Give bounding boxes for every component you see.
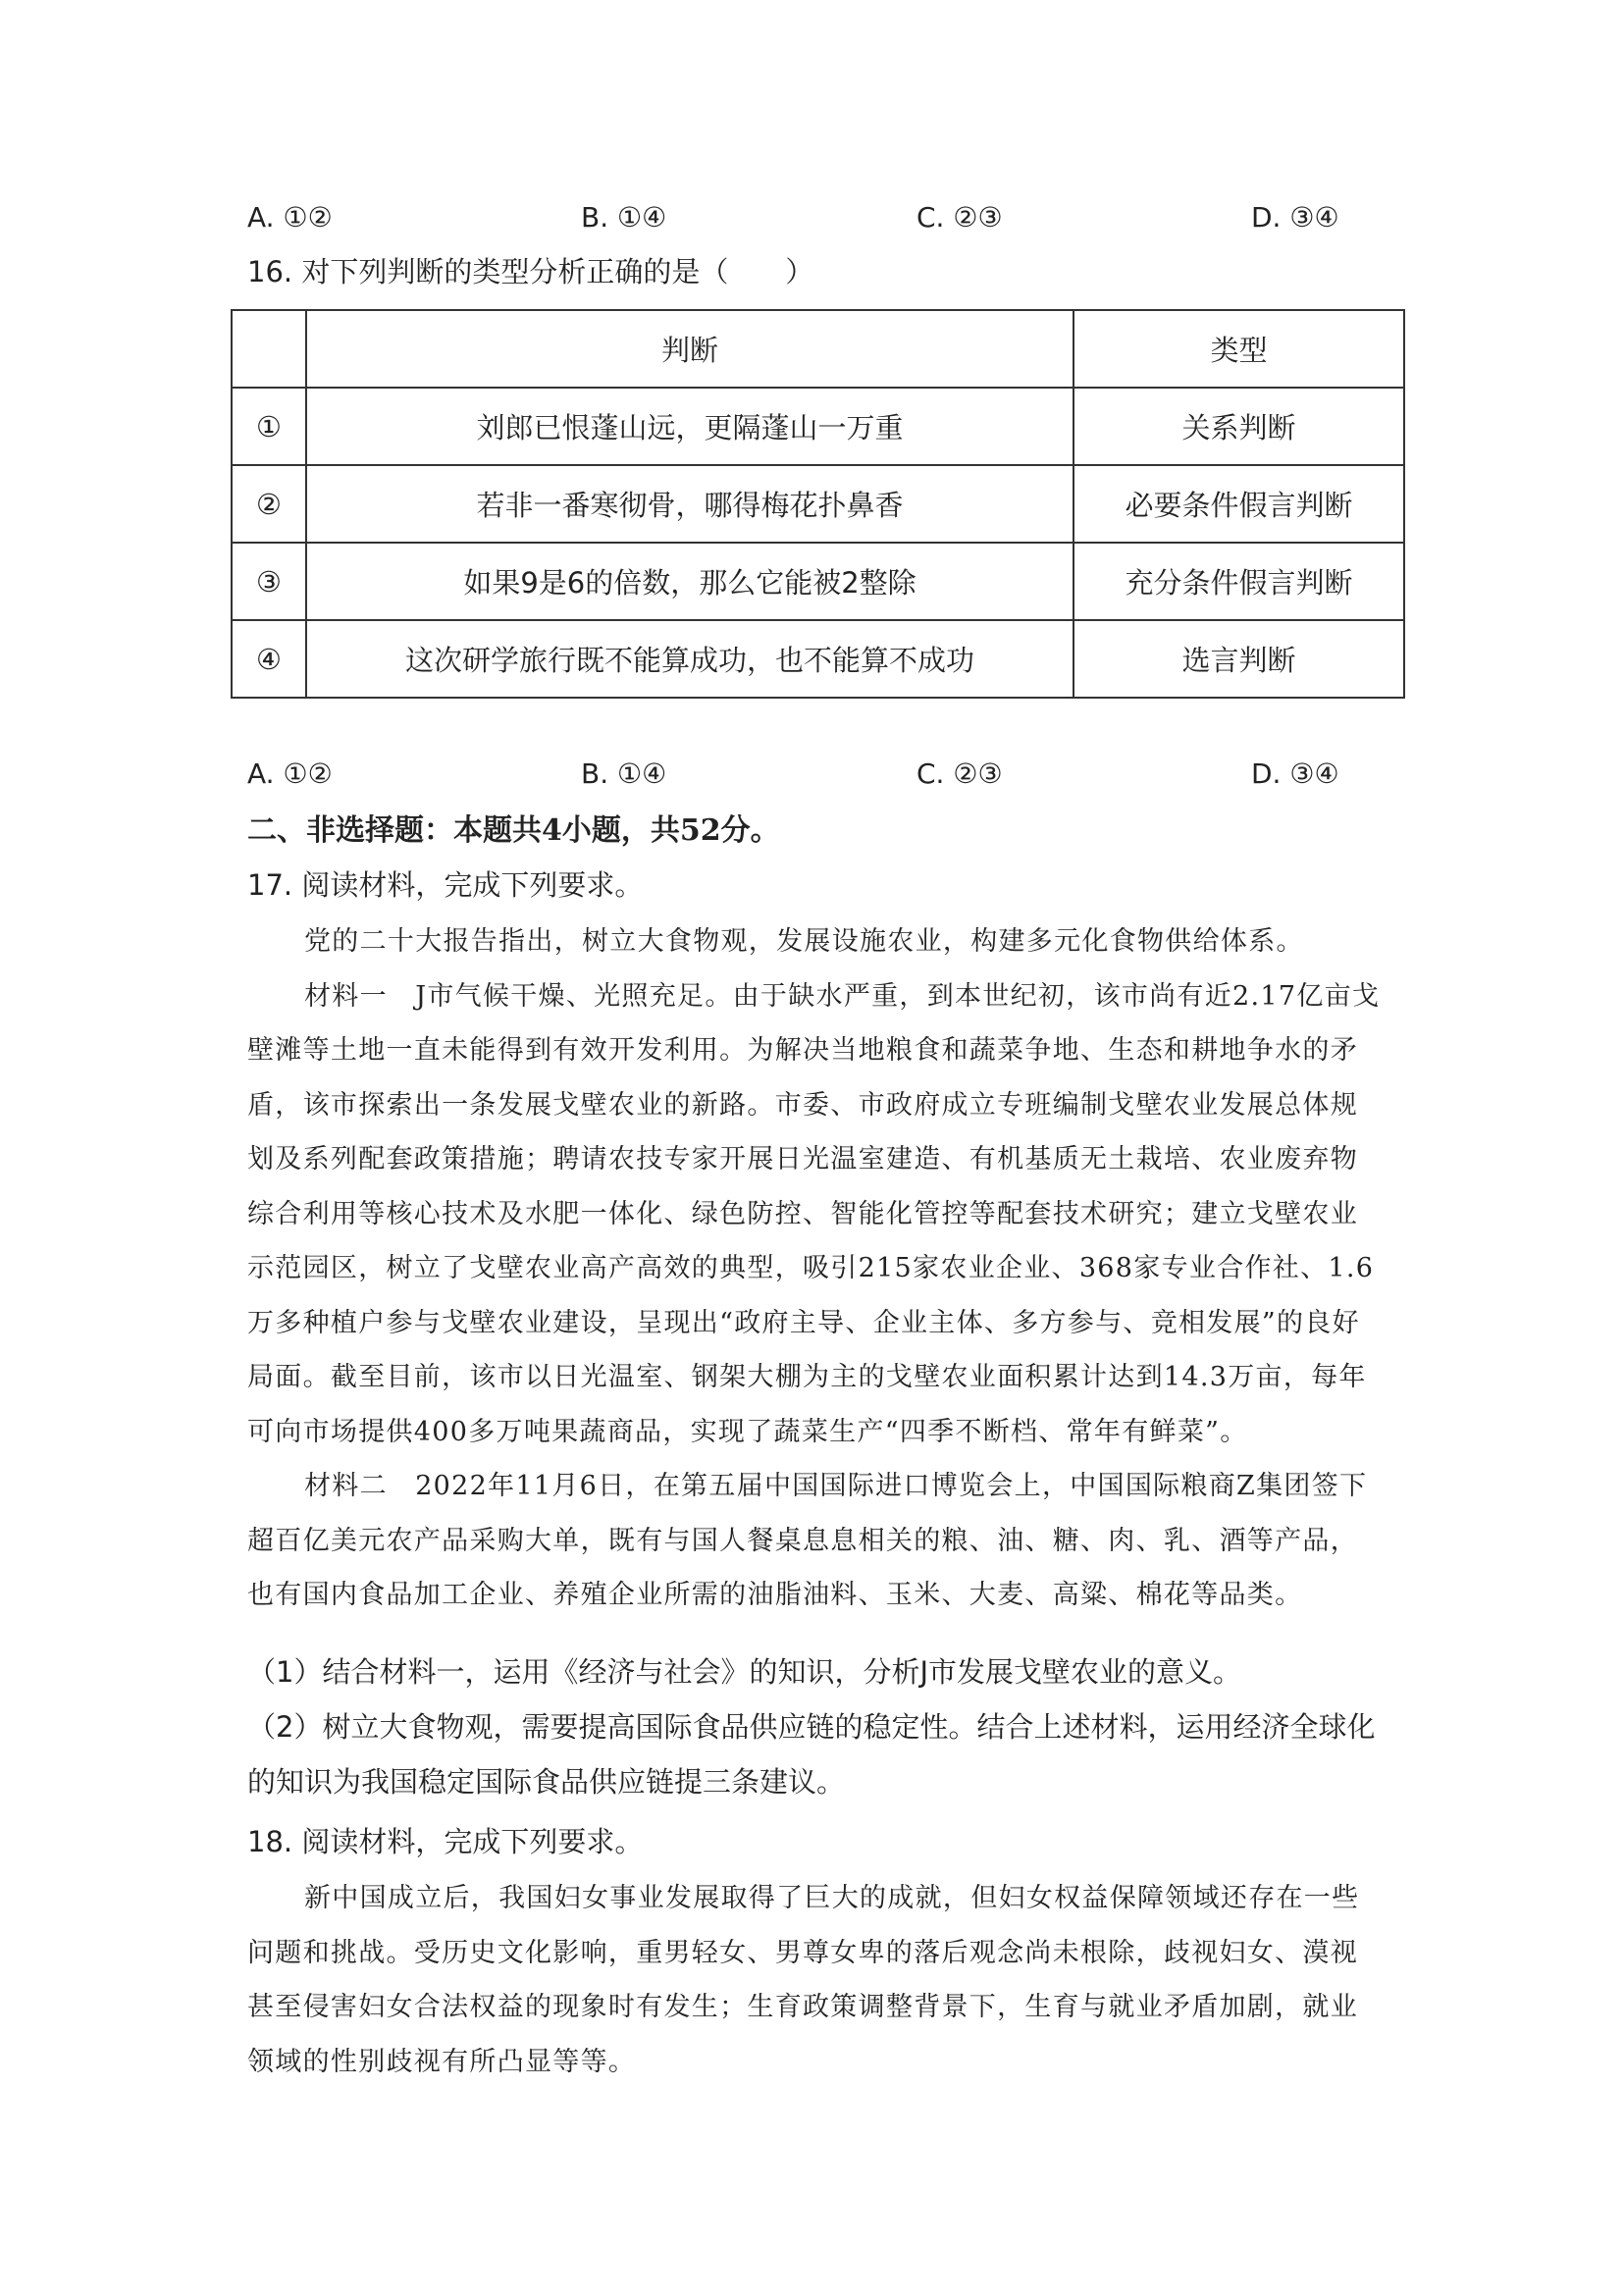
table-header-type: 类型 [1073, 310, 1404, 388]
q16-option-b: B. ①④ [581, 757, 667, 790]
row-type: 充分条件假言判断 [1073, 543, 1404, 620]
row-judgment: 刘郎已恨蓬山远，更隔蓬山一万重 [306, 388, 1073, 465]
q15-option-b: B. ①④ [581, 200, 667, 234]
table-row [232, 388, 1404, 465]
q15-options [247, 197, 1386, 236]
requirement-1: （1）结合材料一，运用《经济与社会》的知识，分析J市发展戈壁农业的意义。 [247, 1655, 1242, 1689]
q16-table [231, 309, 1405, 699]
material-paragraph: 材料一 J市气候干燥、光照充足。由于缺水严重，到本世纪初，该市尚有近2.17亿亩戈壁滩等土地一直未能得到有效开发利用。为解决当地粮食和蔬菜争地、生态和耕地争水的矛盾，该市探索出一条发展戈壁农业的新路。市委、市政府成立专班编制戈壁农业发展总体规划及系列配套政策措施；聘请农技专家开展日光温室建造、有机基质无土栽培、农业废弃物综合利用等核心技术及水肥一体化、绿色防控、智能化管控等配套技术研究；建立戈壁农业示范园区，树立了戈壁农业高产高效的典型，吸引215家农业企业、368家专业合作社、1.6万多种植户参与戈壁农业建设，呈现出“政府主导、企业主体、多方参与、竞相发展”的良好局面。截至目前，该市以日光温室、钢架大棚为主的戈壁农业面积累计达到14.3万亩，每年可向市场提供400多万吨果蔬商品，实现了蔬菜生产“四季不断档、常年有鲜菜”。 [247, 980, 1381, 1447]
row-index: ④ [232, 620, 306, 698]
row-judgment: 若非一番寒彻骨，哪得梅花扑鼻香 [306, 465, 1073, 543]
material-paragraph: 材料二 2022年11月6日，在第五届中国国际进口博览会上，中国国际粮商Z集团签下超百亿美元农产品采购大单，既有与国人餐桌息息相关的粮、油、糖、肉、乳、酒等产品，也有国内食品加工企业、养殖企业所需的油脂油料、玉米、大麦、高粱、棉花等品类。 [247, 1471, 1368, 1610]
q17-stem: 17. 阅读材料，完成下列要求。 [247, 868, 644, 902]
q16-options [247, 754, 1386, 793]
table-header-index [232, 310, 306, 388]
row-index: ③ [232, 543, 306, 620]
material-paragraph: 新中国成立后，我国妇女事业发展取得了巨大的成就，但妇女权益保障领域还存在一些问题和挑战。受历史文化影响，重男轻女、男尊女卑的落后观念尚未根除，歧视妇女、漠视甚至侵害妇女合法权益的现象时有发生；生育政策调整背景下，生育与就业矛盾加剧，就业领域的性别歧视有所凸显等等。 [247, 1883, 1360, 2077]
row-type: 关系判断 [1073, 388, 1404, 465]
q16-stem: 16. 对下列判断的类型分析正确的是（ ） [247, 255, 814, 288]
row-type: 必要条件假言判断 [1073, 465, 1404, 543]
table-row [232, 543, 1404, 620]
q16-option-c: C. ②③ [916, 757, 1003, 790]
q16-option-d: D. ③④ [1251, 757, 1339, 790]
row-index: ① [232, 388, 306, 465]
q16-option-a: A. ①② [247, 757, 333, 790]
table-header-row [232, 310, 1404, 388]
table-header-judgment: 判断 [306, 310, 1073, 388]
material-paragraph: 党的二十大报告指出，树立大食物观，发展设施农业，构建多元化食物供给体系。 [304, 926, 1304, 957]
row-type: 选言判断 [1073, 620, 1404, 698]
q15-option-d: D. ③④ [1251, 200, 1339, 234]
q18-stem: 18. 阅读材料，完成下列要求。 [247, 1825, 644, 1858]
q17-requirements [247, 1644, 1386, 1809]
q15-option-a: A. ①② [247, 200, 333, 234]
table-row [232, 620, 1404, 698]
requirement-2: （2）树立大食物观，需要提高国际食品供应链的稳定性。结合上述材料，运用经济全球化的知识为我国稳定国际食品供应链提三条建议。 [247, 1710, 1376, 1799]
table-row [232, 465, 1404, 543]
section-heading: 二、非选择题：本题共4小题，共52分。 [247, 813, 780, 848]
row-judgment: 这次研学旅行既不能算成功，也不能算不成功 [306, 620, 1073, 698]
q18-material [247, 1871, 1386, 2089]
q15-option-c: C. ②③ [916, 200, 1003, 234]
q17-material [247, 914, 1386, 1623]
row-index: ② [232, 465, 306, 543]
row-judgment: 如果9是6的倍数，那么它能被2整除 [306, 543, 1073, 620]
